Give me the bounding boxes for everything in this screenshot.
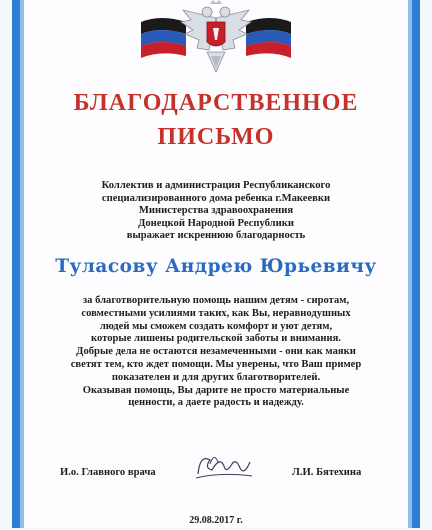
body-line: показателен и для других благотворителей. [111, 371, 321, 383]
body-line: совместными усилиями таких, как Вы, неравнодушных [81, 307, 351, 319]
intro-line: Коллектив и администрация Республиканского [101, 180, 331, 191]
handwritten-signature-icon [190, 446, 260, 486]
intro-line: выражает искреннюю благодарность [126, 230, 306, 242]
intro-line: Министерства здравоохранения [138, 205, 294, 217]
body-line: людей мы сможем создать комфорт и уют детям, [99, 320, 333, 332]
recipient-name: Туласову Андрею Юрьевичу [55, 256, 377, 277]
letter-title-line2: ПИСЬМО [157, 124, 275, 150]
body-line: за благотворительную помощь нашим детям - сиротам, [82, 295, 350, 306]
body-line: светят тем, кто ждет помощи. Мы уверены, что Ваш пример [70, 358, 362, 370]
intro-line: Донецкой Народной Республики [138, 217, 294, 229]
intro-paragraph [40, 180, 392, 243]
body-line: Оказывая помощь, Вы дарите не просто материальные [82, 384, 350, 396]
body-line: Добрые дела не остаются незамеченными - они как маяки [76, 346, 356, 358]
body-paragraph [30, 295, 402, 410]
signer-name: Л.И. Бятехина [292, 467, 362, 478]
letter-title-line1: БЛАГОДАРСТВЕННОЕ [73, 90, 359, 116]
intro-line: специализированного дома ребенка г.Макеевки [101, 192, 331, 204]
body-line: которые лишены родительской заботы и внимания. [91, 333, 341, 345]
coat-of-arms-icon [141, 0, 291, 80]
signer-position: И.о. Главного врача [60, 467, 156, 478]
body-line: ценности, а даете радость и надежду. [128, 397, 304, 409]
letter-date: 29.08.2017 г. [189, 515, 243, 526]
